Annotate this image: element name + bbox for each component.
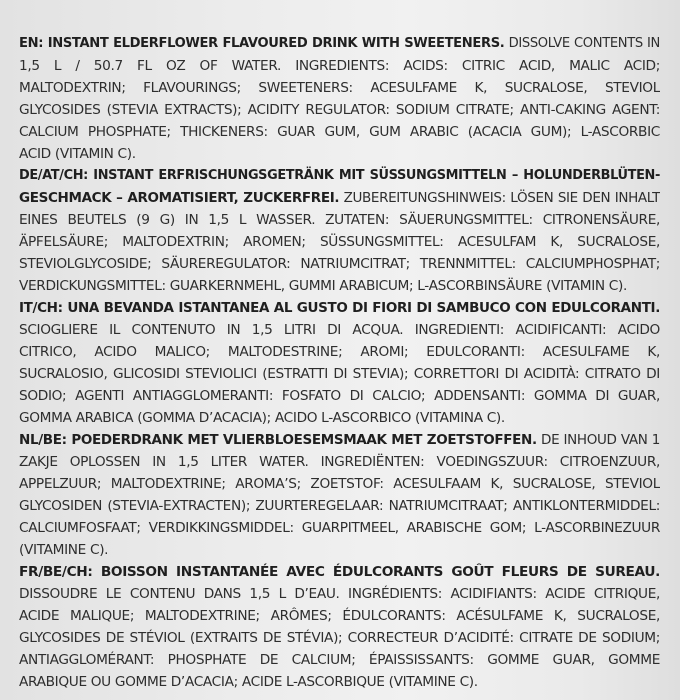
label-line: GLYCOSIDES DE STÉVIOL (EXTRAITS DE STÉVIA); CORRECTEUR D’ACIDITÉ: CITRATE DE SODIUM; bbox=[19, 630, 660, 646]
label-line: MALTODEXTRIN; FLAVOURINGS; SWEETENERS: ACESULFAME K, SUCRALOSE, STEVIOL bbox=[19, 80, 660, 96]
label-line: APPELZUUR; MALTODEXTRINE; AROMA’S; ZOETSTOF: ACESULFAAM K, SUCRALOSE, STEVIOL bbox=[19, 476, 660, 492]
label-line: NL/BE: POEDERDRANK MET VLIERBLOESEMSMAAK MET ZOETSTOFFEN. DE INHOUD VAN 1 bbox=[19, 432, 660, 448]
label-line: SUCRALOSIO, GLICOSIDI STEVIOLICI (ESTRATTI DI STEVIA); CORRETTORI DI ACIDITÀ: CITRATO DI bbox=[19, 366, 660, 382]
label-line: IT/CH: UNA BEVANDA ISTANTANEA AL GUSTO DI FIORI DI SAMBUCO CON EDULCORANTI. bbox=[19, 300, 660, 316]
label-line: SODIO; AGENTI ANTIAGGLOMERANTI: FOSFATO DI CALCIO; ADDENSANTI: GOMMA DI GUAR, bbox=[19, 388, 660, 404]
label-line: GESCHMACK – AROMATISIERT, ZUCKERFREI. ZUBEREITUNGSHINWEIS: LÖSEN SIE DEN INHALT bbox=[19, 190, 660, 206]
label-line: EN: INSTANT ELDERFLOWER FLAVOURED DRINK WITH SWEETENERS. DISSOLVE CONTENTS IN bbox=[19, 36, 660, 51]
label-line: EINES BEUTELS (9 G) IN 1,5 L WASSER. ZUTATEN: SÄUERUNGSMITTEL: CITRONENSÄURE, bbox=[19, 212, 660, 228]
label-line: CALCIUM PHOSPHATE; THICKENERS: GUAR GUM, GUM ARABIC (ACACIA GUM); L-ASCORBIC bbox=[19, 124, 660, 140]
label-line: CITRICO, ACIDO MALICO; MALTODESTRINE; AROMI; EDULCORANTI: ACESULFAME K, bbox=[19, 344, 660, 360]
label-line: GLYCOSIDEN (STEVIA-EXTRACTEN); ZUURTEREGELAAR: NATRIUMCITRAAT; ANTIKLONTERMIDDEL: bbox=[19, 498, 660, 514]
label-line: FR/BE/CH: BOISSON INSTANTANÉE AVEC ÉDULCORANTS GOÛT FLEURS DE SUREAU. bbox=[19, 564, 660, 580]
label-line: CALCIUMFOSFAAT; VERDIKKINGSMIDDEL: GUARPITMEEL, ARABISCHE GOM; L-ASCORBINEZUUR bbox=[19, 520, 660, 536]
label-line: GOMMA ARABICA (GOMMA D’ACACIA); ACIDO L-ASCORBICO (VITAMINA C). bbox=[19, 410, 505, 426]
label-line: STEVIOLGLYCOSIDE; SÄUREREGULATOR: NATRIUMCITRAT; TRENNMITTEL: CALCIUMPHOSPHAT; bbox=[19, 256, 660, 272]
label-line: SCIOGLIERE IL CONTENUTO IN 1,5 LITRI DI ACQUA. INGREDIENTI: ACIDIFICANTI: ACIDO bbox=[19, 322, 660, 338]
label-line: VERDICKUNGSMITTEL: GUARKERNMEHL, GUMMI ARABICUM; L-ASCORBINSÄURE (VITAMIN C). bbox=[19, 278, 627, 294]
label-line: DE/AT/CH: INSTANT ERFRISCHUNGSGETRÄNK MIT SÜSSUNGSMITTELN – HOLUNDERBLÜTEN- bbox=[19, 168, 660, 183]
label-line: ZAKJE OPLOSSEN IN 1,5 LITER WATER. INGREDIËNTEN: VOEDINGSZUUR: CITROENZUUR, bbox=[19, 454, 660, 470]
label-line: ARABIQUE OU GOMME D’ACACIA; ACIDE L-ASCORBIQUE (VITAMINE C). bbox=[19, 674, 478, 690]
label-line: (VITAMINE C). bbox=[19, 542, 109, 558]
label-line: ACIDE MALIQUE; MALTODEXTRINE; ARÔMES; ÉDULCORANTS: ACÉSULFAME K, SUCRALOSE, bbox=[19, 608, 660, 624]
label-line: 1,5 L / 50.7 FL OZ OF WATER. INGREDIENTS: ACIDS: CITRIC ACID, MALIC ACID; bbox=[19, 58, 660, 74]
label-line: ANTIAGGLOMÉRANT: PHOSPHATE DE CALCIUM; ÉPAISSISSANTS: GOMME GUAR, GOMME bbox=[19, 652, 660, 668]
label-line: ÄPFELSÄURE; MALTODEXTRIN; AROMEN; SÜSSUNGSMITTEL: ACESULFAM K, SUCRALOSE, bbox=[19, 234, 660, 250]
label-line: ACID (VITAMIN C). bbox=[19, 146, 136, 162]
label-line: DISSOUDRE LE CONTENU DANS 1,5 L D’EAU. INGRÉDIENTS: ACIDIFIANTS: ACIDE CITRIQUE, bbox=[19, 586, 660, 602]
label-line: GLYCOSIDES (STEVIA EXTRACTS); ACIDITY REGULATOR: SODIUM CITRATE; ANTI-CAKING AGENT: bbox=[19, 102, 660, 118]
